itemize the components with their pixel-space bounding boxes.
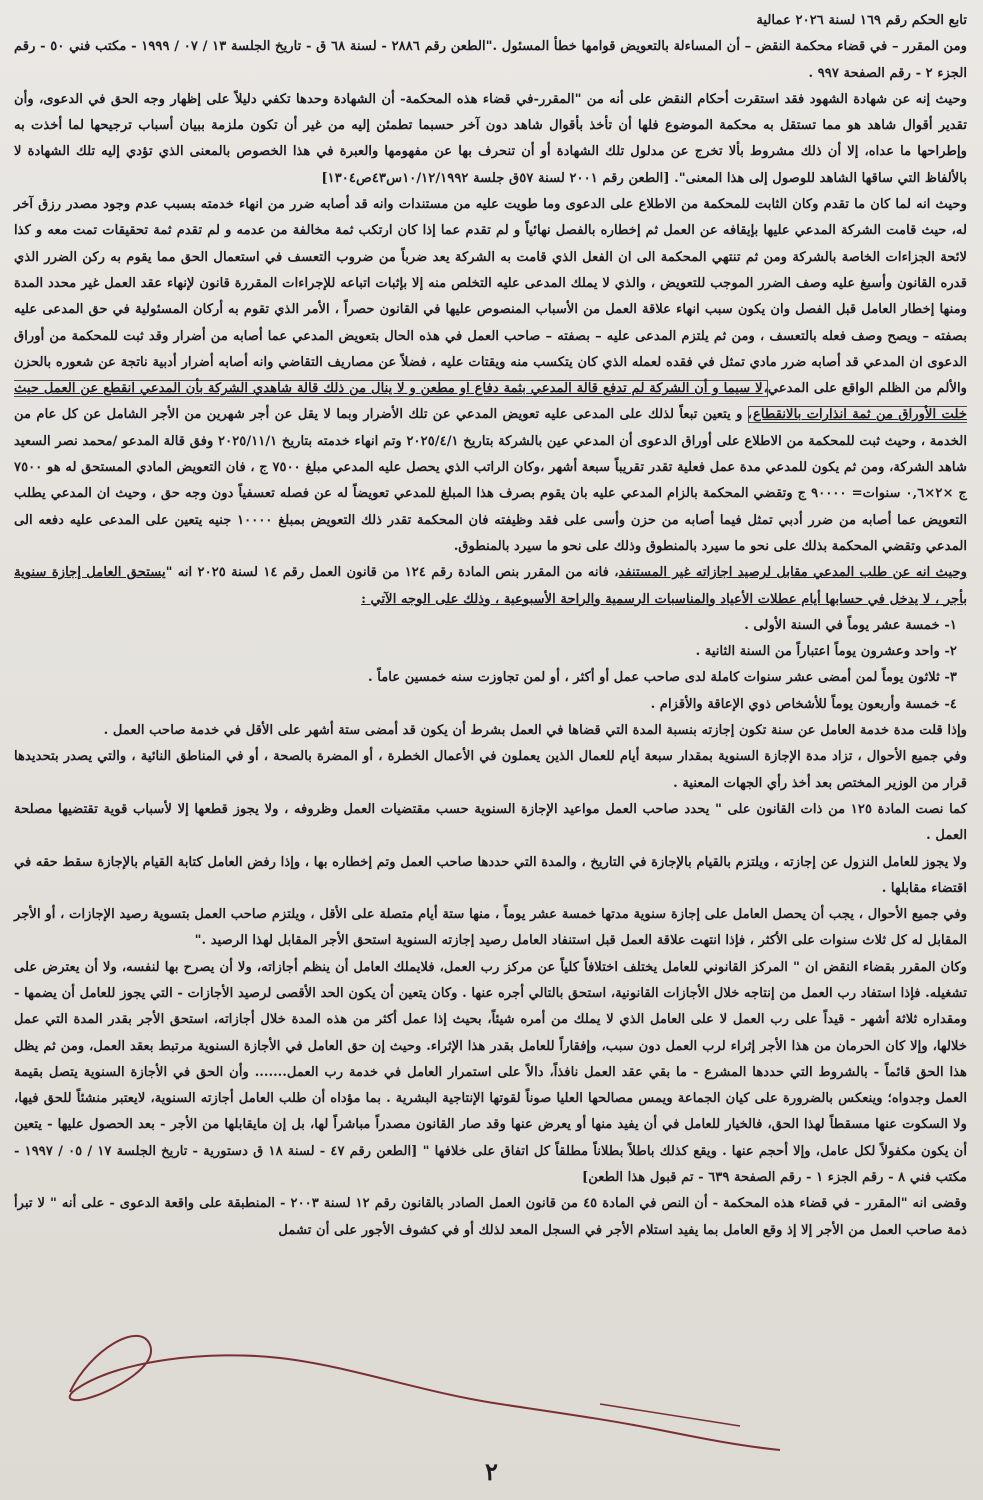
- vacation-entitlement-list: [14, 613, 967, 718]
- paragraph-article-125: كما نصت المادة ١٢٥ من ذات القانون على " يحدد صاحب العمل مواعيد الإجازة السنوية حسب مقتضيات العمل وظروفه ، ولا يجوز قطعها إلا لأسباب قوية تقتضيها مصلحة العمل .: [14, 801, 967, 844]
- header-citation: ومن المقرر – في قضاء محكمة النقض – أن المساءلة بالتعويض قوامها خطأ المسئول ."الطعن رقم ٢٨٨٦ - لسنة ٦٨ ق - تاريخ الجلسة ١٣ / ٠٧ / ١٩٩٩ - مكتب فني ٥٠ - رقم الجزء ٢ - رقم الصفحة ٩٩٧ .: [14, 39, 968, 81]
- paragraph-settlement: وفي جميع الأحوال ، يجب أن يحصل العامل على إجازة سنوية مدتها خمسة عشر يوماً ، منها ستة أيام متصلة على الأقل ، ويلتزم صاحب العمل بتسوية رصيد الإجازات ، أو الأجر المقابل له كل ثلاث سنوات على الأكثر ، فإذا انتهت علاقة العمل قبل استنفاد العامل رصيد إجازته السنوية استحق الأجر المقابل لهذا الرصيد .": [14, 907, 967, 949]
- paragraph-partial-year: وإذا قلت مدة خدمة العامل عن سنة تكون إجازته بنسبة المدة التي قضاها في العمل بشرط أن يكون قد أمضى ستة أشهر على الأقل في خدمة صاحب العمل .: [103, 723, 967, 739]
- paragraph-witness-testimony: وحيث إنه عن شهادة الشهود فقد استقرت أحكام النقض على أنه من "المقرر-في قضاء هذه المحكمة- أن الشهادة وحدها تكفي دليلاً على إظهار وجه الحق في الدعوى، وأن تقدير أقوال شاهد هو مما تستقل به محكمة الموضوع فلها أن تأخذ بأقوال شاهد دون آخر حسبما تطمئن إليه من غير أن تكون ملزمة ببيان أسباب ترجيحها لما أخذت به وإطراحها ما عداه، إلا أن ذلك مشروط بألا تخرج عن مدلول تلك الشهادة أو أن تنحرف بها عن مفهومها والعبرة في هذا الخصوص بالمعنى الذي تؤدي إليه تلك الشهادة لا بالألفاظ التي ساقها الشاهد للوصول إلى هذا المعنى". [الطعن رقم ٢٠٠١ لسنة ٥٧ق جلسة ١٠/١٢/١٩٩٢س٤٣ص١٣٠٤]: [14, 91, 967, 186]
- list-item: ٤- خمسة وأربعون يوماً للأشخاص ذوي الإعاقة والأقزام .: [650, 696, 957, 712]
- list-item: ٣- ثلاثون يوماً لمن أمضى عشر سنوات كاملة لدى صاحب عمل أو أكثر ، أو لمن تجاوزت سنه خمسين عاماً .: [368, 670, 957, 686]
- judgment-reference-line: تابع الحكم رقم ١٦٩ لسنة ٢٠٢٦ عمالية: [756, 13, 967, 28]
- vacation-request-text: ، فانه من المقرر بنص المادة رقم ١٢٤ من قانون العمل رقم ١٤ لسنة ٢٠٢٥ انه ": [165, 565, 619, 581]
- list-item: ١- خمسة عشر يوماً في السنة الأولى .: [744, 617, 957, 633]
- list-item: ٢- واحد وعشرون يوماً اعتباراً من السنة الثانية .: [695, 644, 957, 660]
- vacation-law-underlined: يستحق العامل إجازة سنوية بأجر ، لا يدخل في حسابها أيام عطلات الأعياد والمناسبات الرسمية والراحة الأسبوعية ، وذلك على الوجه الآتي :: [14, 565, 967, 607]
- document-body: [14, 8, 967, 1244]
- damages-text-b: ، و يتعين تبعاً لذلك على المدعى عليه تعويض المدعي عن تلك الأضرار وبما لا يقل عن أجر شهرين من الأجر الشامل عن كل عام من الخدمة ، وحيث ثبت للمحكمة من الاطلاع على أوراق الدعوى أن المدعي عين بالشركة بتاريخ ٢٠٢٥/٤/١ وتم انهاء خدمته بتاريخ ٢٠٢٥/١١/١ وفق قالة المدعو /محمد نصر السعيد شاهد الشركة، ومن ثم يكون للمدعي مدة عمل فعلية تقدر تقريباً سبعة أشهر ،وكان الراتب الذي يحصل عليه المدعي مبلغ ٧٥٠٠ ج ، فان التعويض المادي المستحق له هو ٧٥٠٠ ج ×٢×٠,٦ سنوات= ٩٠٠٠٠ ج وتقضي المحكمة بالزام المدعي عليه بان يقوم بصرف هذا المبلغ للمدعي تعويضاً له عن فصله تعسفياً دون وجه حق ، وحيث ان المدعي يطلب التعويض عما أصابه من ضرر أدبي تمثل فيما أصابه من حزن وأسى على فقد وظيفته فان المحكمة تقدر ذلك التعويض بمبلغ ١٠٠٠٠ جنيه يتعين على المدعى عليه دفعه الى المدعي وتقضي المحكمة بذلك على نحو ما سيرد بالمنطوق وذلك على نحو ما سيرد بالمنطوق.: [14, 407, 967, 554]
- paragraph-cassation-ruling: وكان المقرر بقضاء النقض ان " المركز القانوني للعامل يختلف اختلافاً كلياً عن مركز رب العمل، فلايملك العامل أن ينظم أجازاته، ولا أن يصرح بها لنفسه، ولا أن يعترض على تشغيله. فإذا استفاد رب العمل من إنتاجه خلال الأجازات القانونية، استحق بالتالي أجره عنها . وكان يتعين أن يكون الحد الأقصى لرصيد الأجازات - التي يجوز للعامل أن يضمها - ومقداره ثلاثة أشهر - قيداً على رب العمل لا على العامل الذي لا يملك من أمره شيئاً، بحيث إذا عمل أكثر من هذه المدة خلال أجازاته، استحق الأجر بقدر المدة التي عمل خلالها، وإلا كان الحرمان من هذا الأجر إثراء لرب العمل دون سبب، وإفقاراً للعامل بقدر هذا الإثراء. وحيث إن حق العامل في الأجازة السنوية مرتبط بعقد العمل، ومن ثم يظل هذا الحق قائماً - بالشروط التي حددها المشرع - ما بقي عقد العمل نافذاً، دالاً على استمرار العامل في خدمة رب العمل....... وأن الحق في الأجازة السنوية يتصل بقيمة العمل وجدواه؛ وينعكس بالضرورة على كيان الجماعة ويمس مصالحها العليا صوناً لقوتها الإنتاجية البشرية . بما مؤداه أن طلب العامل أجازته السنوية، لايعتبر منشئاً للحق فيها، ولا السكوت عنها مسقطاً لهذا الحق، فالخيار للعامل في أن يفيد منها أو يعرض عنها وقد صار القانون مصدراً مباشراً لها، بل إن مايقابلها من الأجر - بعد الحصول عليها - يتعين أن يكون مكفولاً لكل عامل، وإلا أحجم عنها . ويقع كذلك باطلاً بطلاناً مطلقاً كل اتفاق على خلافها " [الطعن رقم ٤٧ - لسنة ١٨ ق دستورية - تاريخ الجلسة ١٧ / ٠٥ / ١٩٩٧ - مكتب فني ٨ - رقم الجزء ١ - رقم الصفحة ٦٣٩ - تم قبول هذا الطعن]: [14, 959, 967, 1186]
- vacation-request-underlined: وحيث انه عن طلب المدعي مقابل لرصيد اجازاته غير المستنفد: [618, 565, 968, 581]
- page-number: ٢: [485, 1457, 498, 1486]
- boxed-underlined-passage: لا سيما و أن الشركة لم تدفع قالة المدعي بثمة دفاع او مطعن و لا ينال من ذلك قالة شاهدي الشركة بأن المدعي انقطع عن العمل حيث خلت الأوراق من ثمة انذارات بالانقطاع: [14, 381, 967, 423]
- paragraph-damages: [14, 192, 967, 560]
- paragraph-no-waiver: ولا يجوز للعامل النزول عن إجازته ، ويلتزم بالقيام بالإجازة في التاريخ ، والمدة التي حددها صاحب العمل وتم إخطاره بها ، وإذا رفض العامل كتابة القيام بالإجازة سقط حقه في اقتضاء مقابلها .: [14, 854, 967, 896]
- paragraph-vacation-request: [14, 560, 967, 613]
- paragraph-article-45: وقضى انه "المقرر - في قضاء هذه المحكمة - أن النص في المادة ٤٥ من قانون العمل الصادر بالقانون رقم ١٢ لسنة ٢٠٠٣ - المنطبقة على واقعة الدعوى - على أنه " لا تبرأ ذمة صاحب العمل من الأجر إلا إذ وقع العامل بما يفيد استلام الأجر في السجل المعد لذلك أو في كشوف الأجور على أن تشمل: [14, 1196, 967, 1238]
- damages-text-a: وحيث انه لما كان ما تقدم وكان الثابت للمحكمة من الاطلاع على الدعوى وما طويت عليه من مستندات وانه قد أصابه ضرر من انهاء خدمته بسبب عدم وجود مصدر رزق آخر له، حيث قامت الشركة المدعي عليها بإيقافه عن العمل ثم إخطاره بالفصل نهائياً و لم تقدم عما إذا كان ارتكب ثمة مخالفة من عدمه و لم تقدم ثمة تحقيقات تمت معه و كذا لائحة الجزاءات الخاصة بالشركة ومن ثم تنتهي المحكمة الى ان الفعل الذي قامت به الشركة يعد ضرباً من ضروب التعسف في استعمال الحق مما يقوم به ركن الضرر الذي قدره القانون وأسبغ عليه وصف الضرر الموجب للتعويض ، والذي لا يملك المدعى عليه التخلص منه إلا بإثبات اتباعه للإجراءات المقررة قانون لإنهاء عقد العمل غير محدد المدة ومنها إخطار العامل قبل الفصل وان يكون سبب انهاء علاقة العمل من الأسباب المنصوص عليها في القانون حصراً ، الأمر الذي تقوم به أركان المسئولية في حق المدعى عليه بصفته – ويصح وصف فعله بالتعسف ، ومن ثم يلتزم المدعى عليه – بصفته – صاحب العمل في هذه الحال بتعويض المدعي عما أصابه من أضرار وقد ثبت للمحكمة من أوراق الدعوى ان المدعي قد أصابه ضرر مادي تمثل في فقده لعمله الذي كان يتكسب منه ويقتات عليه ، فضلاً عن مصاريف التقاضي وانه أصابه أضرار أدبية ناتجة عن شعوره بالحزن والألم من الظلم الواقع على المدعي،: [14, 197, 967, 397]
- paragraph-hazardous-work: وفي جميع الأحوال ، تزاد مدة الإجازة السنوية بمقدار سبعة أيام للعمال الذين يعملون في الأعمال الخطرة ، أو المضرة بالصحة ، أو في المناطق النائية ، والتي يصدر بتحديدها قرار من الوزير المختص بعد أخذ رأي الجهات المعنية .: [14, 749, 967, 791]
